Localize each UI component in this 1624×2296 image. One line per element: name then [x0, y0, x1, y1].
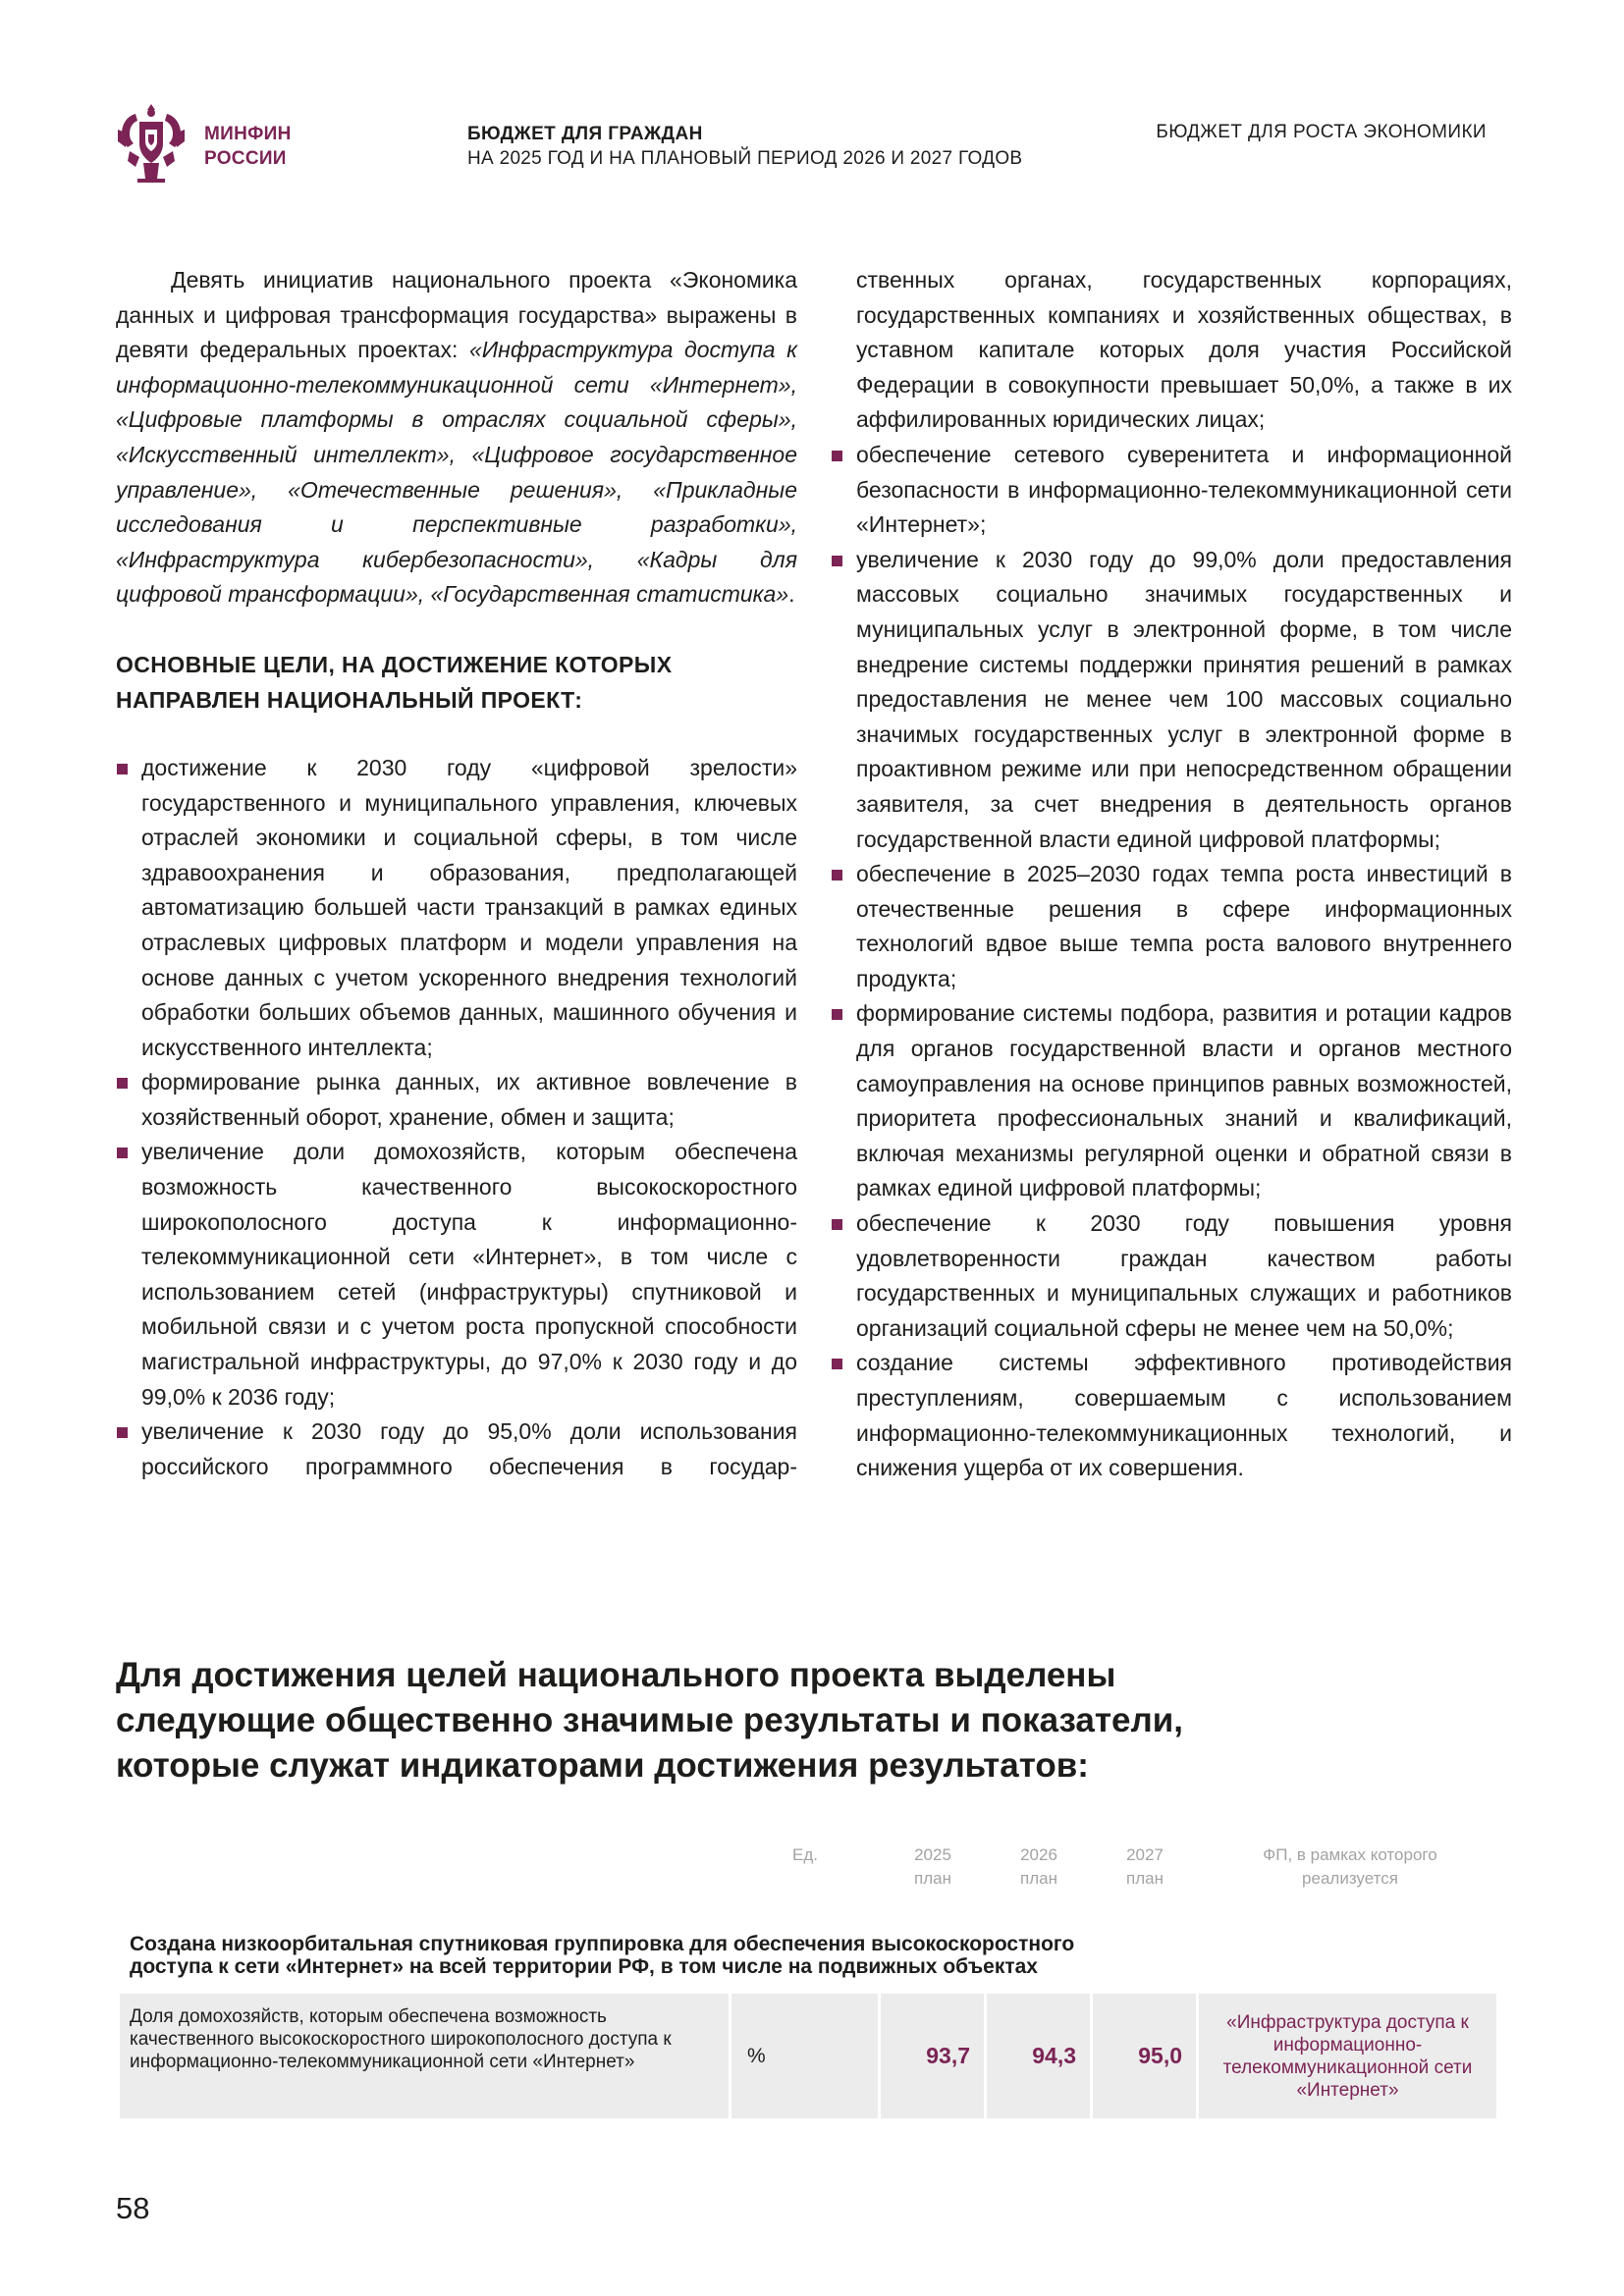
intro-paragraph [116, 263, 797, 613]
goal-text: обеспечение к 2030 году повышения уровня удовлетворенности граждан качеством работы государственных и муниципальных служащих и работников организаций социальной сферы не менее чем на 50,0%; [856, 1210, 1512, 1341]
list-item [831, 1206, 1512, 1346]
list-item [831, 1346, 1512, 1485]
intro-end: . [788, 581, 795, 608]
square-bullet-icon [117, 764, 128, 774]
goal-continuation: ственных органах, государственных корпорациях, государственных компаниях и хозяйственных обществах, в уставном капитале которых доля участия Российской Федерации в совокупности превышает 50,0%, а также в их аффилированных юридических лицах; [856, 267, 1512, 433]
result-title-line: доступа к сети «Интернет» на всей территории РФ, в том числе на подвижных объектах [130, 1955, 1038, 1978]
square-bullet-icon [117, 1078, 128, 1089]
square-bullet-icon [832, 1359, 842, 1369]
col-header-year: 2026 [1020, 1845, 1057, 1864]
col-header-unit-text: Ед. [792, 1845, 818, 1864]
col-header-2027 [1106, 1843, 1184, 1891]
results-heading-line: которые служат индикаторами достижения результатов: [116, 1746, 1089, 1785]
square-bullet-icon [832, 870, 842, 881]
document-title-main: БЮДЖЕТ ДЛЯ ГРАЖДАН [467, 124, 703, 144]
col-header-2025 [893, 1843, 972, 1891]
goal-text: увеличение к 2030 году до 95,0% доли использования российского программного обеспечения в государ- [141, 1418, 797, 1479]
list-item [116, 1135, 797, 1415]
goal-text: обеспечение сетевого суверенитета и информационной безопасности в информационно-телекоммуникационной сети «Интернет»; [856, 441, 1512, 538]
col-header-fp [1218, 1843, 1483, 1891]
list-item [116, 751, 797, 1065]
list-item [831, 996, 1512, 1206]
indicator-name: Доля домохозяйств, которым обеспечена возможность качественного высокоскоростного широкополосного доступа к информационно-телекоммуникационной сети «Интернет» [120, 1994, 729, 2118]
value-2026: 94,3 [987, 1994, 1090, 2118]
value-2025: 93,7 [881, 1994, 984, 2118]
col-header-year: 2027 [1126, 1845, 1164, 1864]
table-row [120, 1994, 1496, 2118]
left-column [116, 263, 797, 1484]
goal-text: увеличение доли домохозяйств, которым обеспечена возможность качественного высокоскоростного широкополосного доступа к информационно-телекоммуникационной сети «Интернет», в том числе с использованием сетей (инфраструктуры) спутниковой и мобильной связи и с учетом роста пропускной способности магистральной инфраструктуры, до 97,0% к 2030 году и до 99,0% к 2036 году; [141, 1139, 797, 1410]
goal-text: увеличение к 2030 году до 99,0% доли предоставления массовых социально значимых государственных и муниципальных услуг в электронной форме, в том числе внедрение системы поддержки принятия решений в рамках предоставления не менее чем 100 массовых социально значимых государственных услуг в электронной форме в проактивном режиме или при непосредственном обращении заявителя, за счет внедрения в деятельность органов государственной власти единой цифровой платформы; [856, 546, 1512, 852]
list-item [831, 438, 1512, 543]
goal-text: формирование рынка данных, их активное вовлечение в хозяйственный оборот, хранение, обмен и защита; [141, 1069, 797, 1130]
logo-line-2: РОССИИ [204, 148, 287, 169]
page-number: 58 [116, 2191, 150, 2225]
list-item [116, 1065, 797, 1135]
ministry-logo-text [204, 122, 292, 171]
col-header-fp-line: реализуется [1302, 1869, 1398, 1888]
list-item [831, 543, 1512, 857]
goal-text: обеспечение в 2025–2030 годах темпа роста инвестиций в отечественные решения в сфере информационных технологий вдвое выше темпа роста валового внутреннего продукта; [856, 861, 1512, 991]
square-bullet-icon [832, 556, 842, 566]
goal-text: достижение к 2030 году «цифровой зрелости» государственного и муниципального управления, ключевых отраслей экономики и социальной сферы, в том числе здравоохранения и образования, предполагающей автоматизацию большей части транзакций в рамках единых отраслевых цифровых платформ и модели управления на основе данных с учетом ускоренного внедрения технологий обработки больших объемов данных, машинного обучения и искусственного интеллекта; [141, 754, 797, 1060]
intro-lead: Девять инициатив национального проекта «Экономика данных и цифровая трансформация государства» выражены в девяти федеральных проектах: [116, 267, 797, 363]
col-header-unit [776, 1843, 835, 1867]
result-title-line: Создана низкоорбитальная спутниковая группировка для обеспечения высокоскоростного [130, 1933, 1075, 1955]
goals-heading: ОСНОВНЫЕ ЦЕЛИ, НА ДОСТИЖЕНИЕ КОТОРЫХ НАПРАВЛЕН НАЦИОНАЛЬНЫЙ ПРОЕКТ: [116, 651, 673, 713]
results-heading-line: Для достижения целей национального проекта выделены [116, 1656, 1116, 1694]
square-bullet-icon [117, 1427, 128, 1438]
intro-projects-list: «Инфраструктура доступа к информационно-телекоммуникационной сети «Интернет», «Цифровые платформы в отраслях социальной сферы», «Искусственный интеллект», «Цифровое государственное управление», «Отечественные решения», «Прикладные исследования и перспективные разработки», «Инфраструктура кибербезопасности», «Кадры для цифровой трансформации», «Государственная статистика» [116, 337, 797, 608]
col-header-sub: план [1126, 1869, 1164, 1888]
goals-list-right [831, 438, 1512, 1486]
square-bullet-icon [832, 1009, 842, 1020]
indicator-unit: % [731, 1994, 878, 2118]
goal-text: формирование системы подбора, развития и ротации кадров для органов государственной власти и органов местного самоуправления на основе принципов равных возможностей, приоритета профессиональных знаний и квалификаций, включая механизмы регулярной оценки и обратной связи в рамках единой цифровой платформы; [856, 1000, 1512, 1201]
results-heading [116, 1653, 1510, 1789]
result-title [130, 1933, 1485, 1978]
list-item [116, 1415, 797, 1484]
goals-list-left [116, 751, 797, 1484]
right-column [831, 263, 1512, 1486]
col-header-sub: план [914, 1869, 951, 1888]
federal-project: «Инфраструктура доступа к информационно-телекоммуникационной сети «Интернет» [1199, 1994, 1496, 2118]
value-2027: 95,0 [1093, 1994, 1196, 2118]
square-bullet-icon [832, 451, 842, 461]
document-title-subtitle: НА 2025 ГОД И НА ПЛАНОВЫЙ ПЕРИОД 2026 И 2027 ГОДОВ [467, 148, 1023, 169]
col-header-fp-line: ФП, в рамках которого [1263, 1845, 1437, 1864]
list-item [831, 857, 1512, 996]
col-header-sub: план [1020, 1869, 1057, 1888]
emblem-icon [116, 102, 187, 185]
col-header-2026 [1000, 1843, 1078, 1891]
goal-text: создание системы эффективного противодействия преступлениям, совершаемым с использованием информационно-телекоммуникационных технологий, и снижения ущерба от их совершения. [856, 1350, 1512, 1481]
section-title: БЮДЖЕТ ДЛЯ РОСТА ЭКОНОМИКИ [1156, 122, 1487, 142]
col-header-year: 2025 [914, 1845, 951, 1864]
square-bullet-icon [832, 1219, 842, 1230]
square-bullet-icon [117, 1148, 128, 1158]
document-title [467, 122, 1022, 171]
results-heading-line: следующие общественно значимые результаты и показатели, [116, 1701, 1183, 1739]
logo-line-1: МИНФИН [204, 124, 292, 144]
